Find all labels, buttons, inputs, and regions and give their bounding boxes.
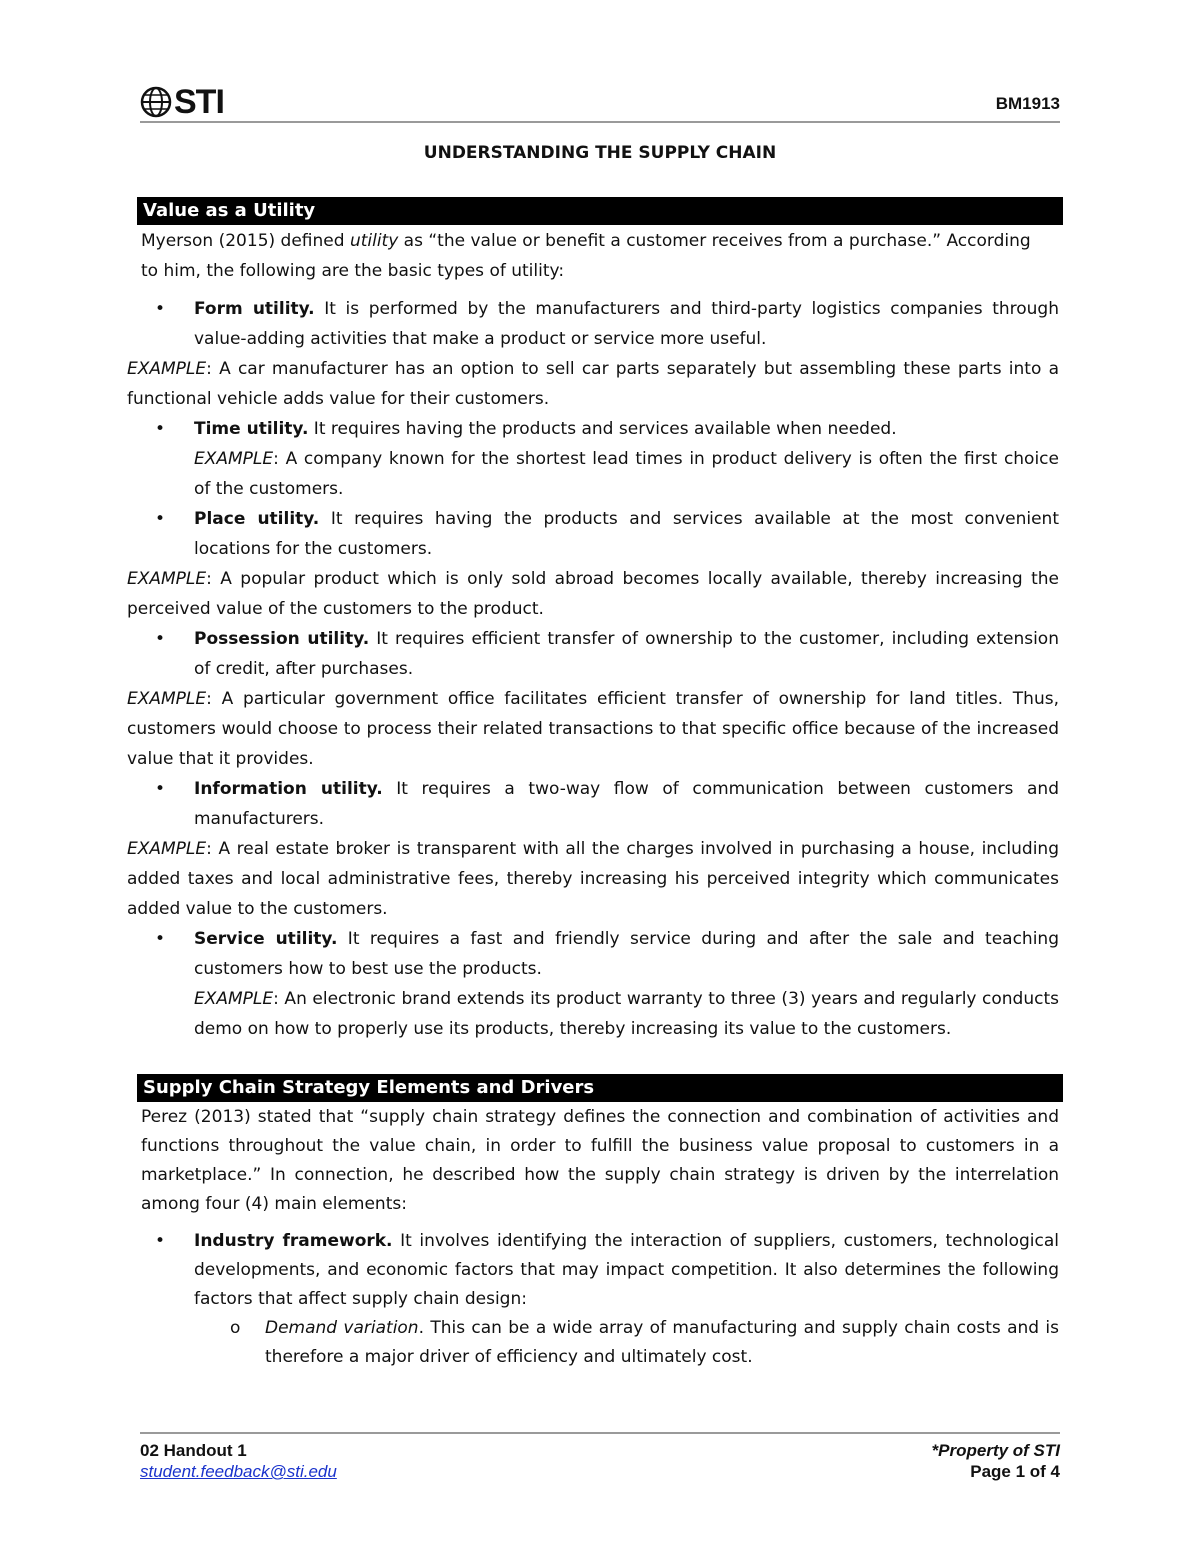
- list-item: • Possession utility. It requires efficient transfer of ownership to the customer, including extension of credit, after purchases.: [127, 624, 1059, 684]
- bullet-icon: •: [155, 299, 166, 319]
- bullet-icon: •: [155, 929, 166, 949]
- globe-icon: [140, 86, 172, 118]
- handout-label: 02 Handout 1: [140, 1441, 247, 1460]
- example-paragraph: EXAMPLE: A particular government office facilitates efficient transfer of ownership for land titles. Thus, customers would choose to process their related transactions to that specific office because of the increased value that it provides.: [127, 689, 1059, 769]
- list-item: • Form utility. It is performed by the manufacturers and third-party logistics companies through value-adding activities that make a product or service more useful.: [127, 294, 1059, 354]
- sub-list-item: o Demand variation. This can be a wide array of manufacturing and supply chain costs and is therefore a major driver of efficiency and ultimately cost.: [127, 1314, 1059, 1372]
- list-item: • Place utility. It requires having the products and services available at the most convenient locations for the customers.: [127, 504, 1059, 564]
- footer-divider: [140, 1432, 1060, 1434]
- list-item: • Time utility. It requires having the products and services available when needed.: [127, 414, 1059, 444]
- example-paragraph: EXAMPLE: A company known for the shortest lead times in product delivery is often the first choice of the customers.: [194, 449, 1059, 499]
- example-paragraph: EXAMPLE: A popular product which is only sold abroad becomes locally available, thereby increasing the perceived value of the customers to the product.: [127, 569, 1059, 619]
- list-item: • Service utility. It requires a fast and friendly service during and after the sale and teaching customers how to best use the products.: [127, 924, 1059, 984]
- page-number: Page 1 of 4: [970, 1462, 1060, 1481]
- sti-logo: [140, 84, 224, 120]
- bullet-icon: •: [155, 629, 166, 649]
- feedback-email-link[interactable]: student.feedback@sti.edu: [140, 1462, 337, 1481]
- example-paragraph: EXAMPLE: An electronic brand extends its product warranty to three (3) years and regularly conducts demo on how to properly use its products, thereby increasing its value to the customers.: [194, 989, 1059, 1039]
- intro-paragraph: Perez (2013) stated that “supply chain strategy defines the connection and combination of activities and functions throughout the value chain, in order to fulfill the business value proposal to customers in a marketplace.” In connection, he described how the supply chain strategy is driven by the interrelation among four (4) main elements:: [141, 1107, 1059, 1214]
- example-paragraph: EXAMPLE: A car manufacturer has an option to sell car parts separately but assembling these parts into a functional vehicle adds value for their customers.: [127, 359, 1059, 409]
- list-item: • Information utility. It requires a two-way flow of communication between customers and manufacturers.: [127, 774, 1059, 834]
- bullet-icon: •: [155, 779, 166, 799]
- sub-bullet-icon: o: [230, 1318, 241, 1338]
- section-heading-value-utility: Value as a Utility: [137, 197, 1063, 225]
- section-supply-chain-strategy-body: [127, 1103, 1059, 1372]
- list-item: • Industry framework. It involves identifying the interaction of suppliers, customers, technological developments, and economic factors that may impact competition. It also determines the following factors that affect supply chain design:: [127, 1227, 1059, 1314]
- bullet-icon: •: [155, 419, 166, 439]
- example-paragraph: EXAMPLE: A real estate broker is transparent with all the charges involved in purchasing a house, including added taxes and local administrative fees, thereby increasing his perceived integrity which communicates added value to the customers.: [127, 839, 1059, 919]
- section-value-utility-body: [127, 226, 1059, 1044]
- document-code: BM1913: [995, 94, 1060, 113]
- header-divider: [140, 121, 1060, 123]
- bullet-icon: •: [155, 1231, 166, 1251]
- intro-paragraph: Myerson (2015) defined utility as “the value or benefit a customer receives from a purchase.” According to him, the following are the basic types of utility:: [141, 231, 1031, 281]
- property-label: *Property of STI: [931, 1441, 1060, 1460]
- logo-text: STI: [174, 82, 224, 121]
- section-heading-supply-chain-strategy: Supply Chain Strategy Elements and Drivers: [137, 1074, 1063, 1102]
- bullet-icon: •: [155, 509, 166, 529]
- page-title: UNDERSTANDING THE SUPPLY CHAIN: [423, 143, 777, 163]
